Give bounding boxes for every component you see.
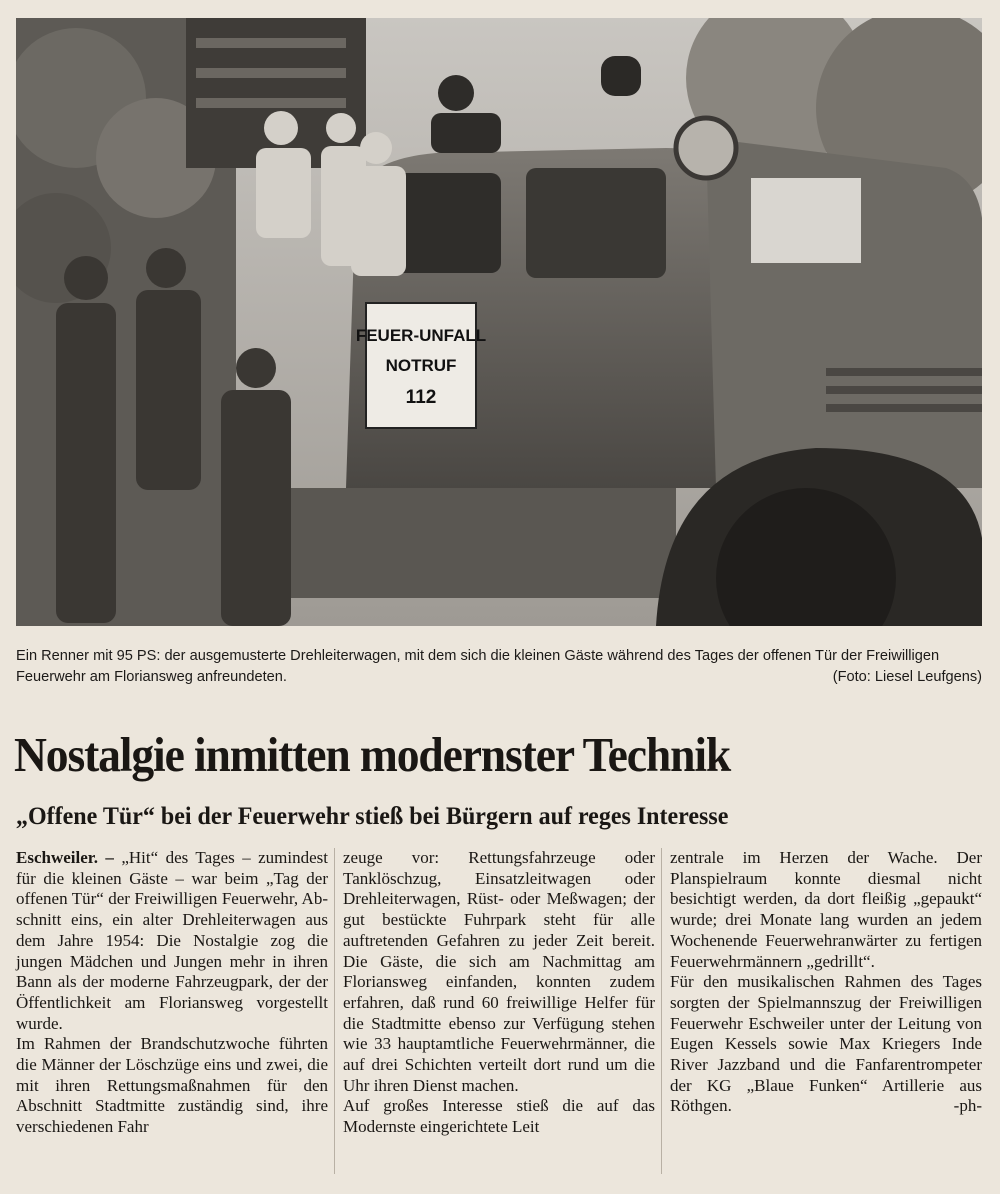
- caption-text: Ein Renner mit 95 PS: der ausgemusterte Drehleiterwagen, mit dem sich die kleinen Gäste während des Tages der offenen Tür der Freiwilligen Feuerwehr am Floriansweg anfreundeten.: [16, 648, 940, 685]
- sign-line: 112: [405, 387, 437, 408]
- paragraph: Auf großes Interesse stieß die auf das Modernste eingerichtete Leit: [343, 1096, 655, 1137]
- fire-truck-photo: [16, 18, 982, 626]
- paragraph: [16, 848, 328, 1034]
- article-column-2: [343, 848, 655, 1180]
- article-column-3: [670, 848, 982, 1180]
- article-headline: Nostalgie inmitten modernster Technik: [14, 727, 731, 782]
- dateline: Eschweiler. –: [16, 848, 114, 867]
- author-signature: -ph-: [953, 1096, 982, 1116]
- paragraph: Für den musikalischen Rahmen des Tages sorgten der Spielmannszug der Freiwilligen Feuerwehr Eschweiler unter der Leitung von Eugen Kessels sowie Max Kriegers Inde River Jazzband und die Fanfarentrompeter der KG „Blaue Funken“ Artillerie aus Röthgen.: [670, 972, 982, 1116]
- photo-caption: [16, 646, 982, 688]
- photo-credit: (Foto: Liesel Leufgens): [832, 669, 982, 685]
- sign-line: FEUER-UNFALL: [355, 326, 487, 345]
- article-photo: [16, 18, 982, 626]
- paragraph: zentrale im Herzen der Wache. Der Planspielraum konnte diesmal nicht besichtigt werden, da dort fleißig „gepaukt“ wurde; drei Monate lang wurden an jedem Wochenende Feuerwehranwärter zu fertigen Feuerwehrmännern „gedrillt“.: [670, 848, 982, 971]
- article-column-1: [16, 848, 328, 1180]
- article-subheadline: „Offene Tür“ bei der Feuerwehr stieß bei Bürgern auf reges Interesse: [16, 803, 729, 830]
- article-body: [16, 848, 982, 1180]
- sign-line: NOTRUF: [385, 356, 457, 375]
- paragraph: Im Rahmen der Brandschutzwoche führten die Männer der Löschzüge eins und zwei, die mit ihren Rettungsmaßnahmen für den Abschnitt Stadtmitte zuständig sind, ihre verschiedenen Fahr: [16, 1034, 328, 1137]
- paragraph-text: „Hit“ des Tages – zumindest für die kleinen Gäste – war beim „Tag der offenen Tür“ der Freiwilligen Feuerwehr, Abschnitt eins, ein alter Drehleiterwagen aus dem Jahre 1954: Die Nostalgie zog die jungen Mädchen und Jungen mehr in ihren Bann als der moderne Fahrzeugpark, der der Öffentlichkeit am Floriansweg vorgestellt wurde.: [16, 848, 328, 1033]
- paragraph: zeuge vor: Rettungsfahrzeuge oder Tanklöschzug, Einsatzleitwagen oder Drehleiterwagen, Rüst- oder Meßwagen; der gut bestückte Fuhrpark steht für alle auftretenden Gefahren zu jeder Zeit bereit. Die Gäste, die sich am Nachmittag am Floriansweg einfanden, konnten zudem erfahren, daß rund 60 freiwillige Helfer für die Stadtmitte ebenso zur Verfügung stehen wie 33 hauptamtliche Feuerwehrmänner, die auf drei Schichten verteilt dort rund um die Uhr ihren Dienst machen.: [343, 848, 655, 1095]
